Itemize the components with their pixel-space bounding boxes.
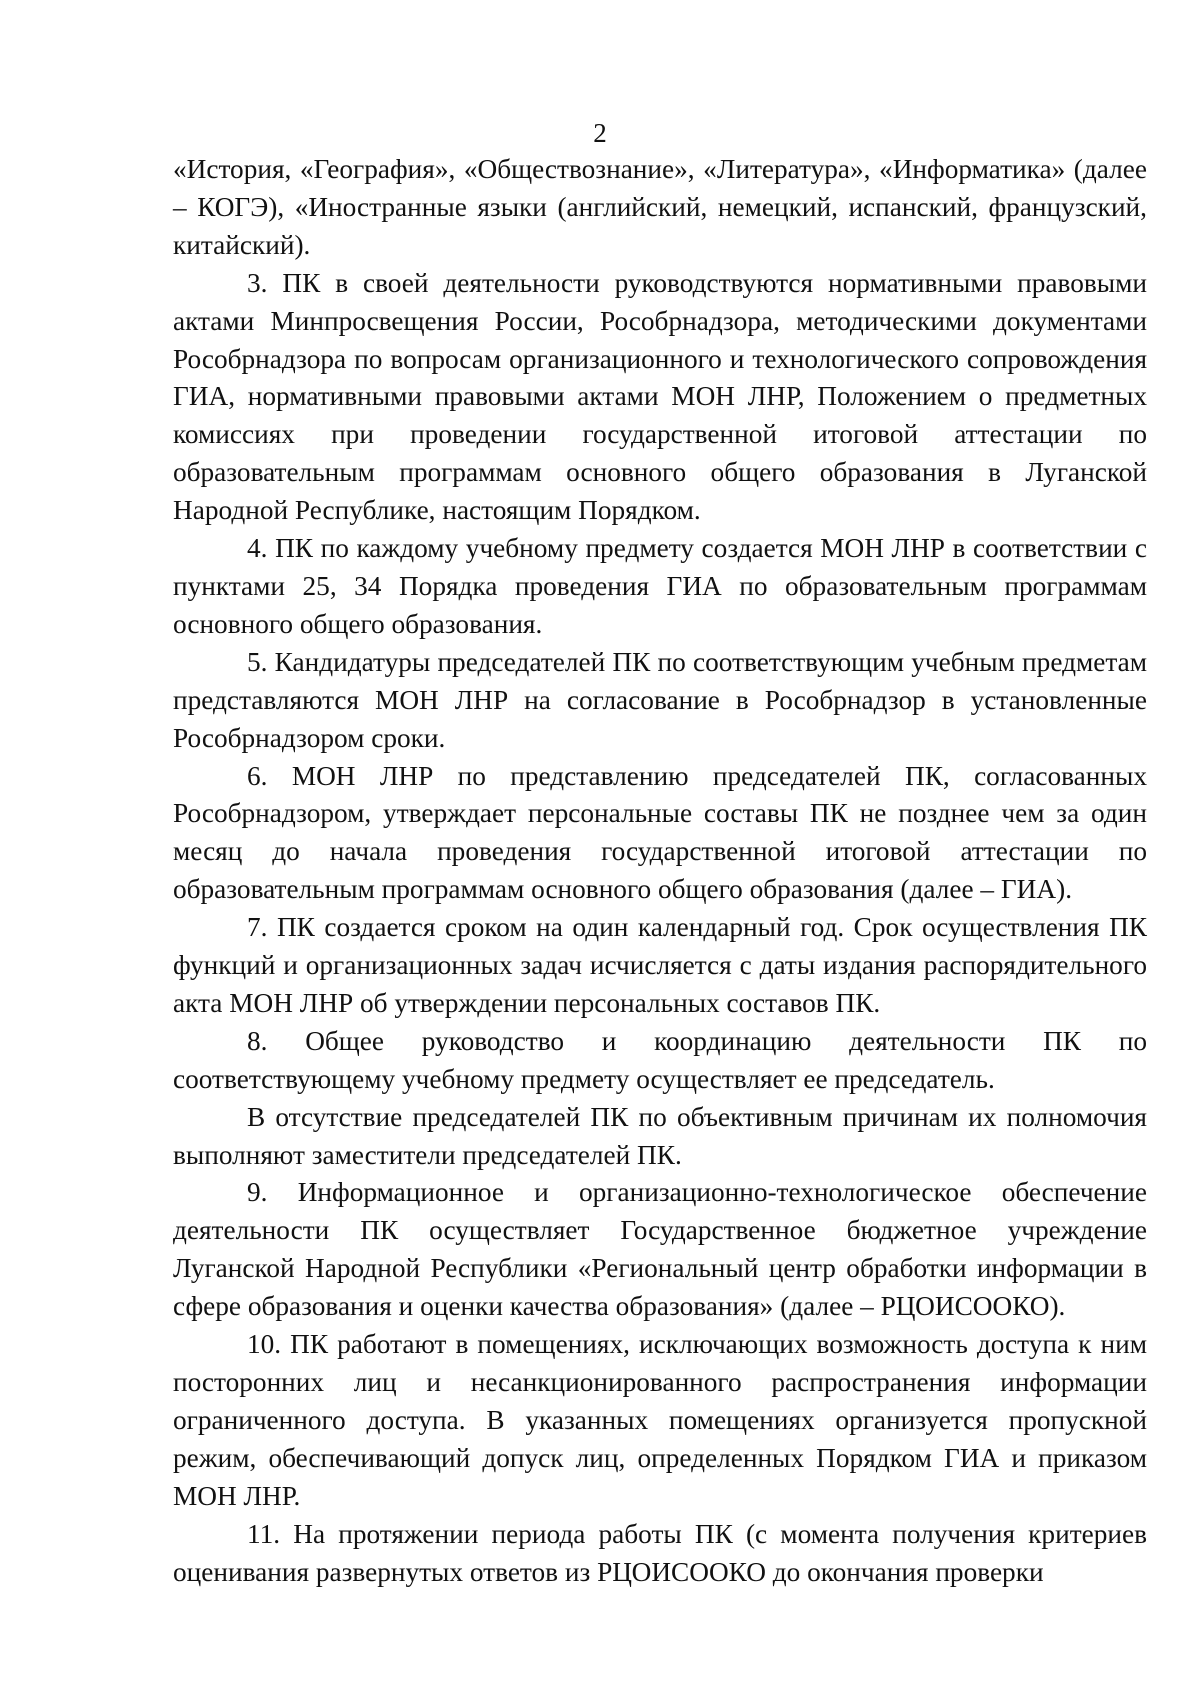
paragraph-item-8-continued: В отсутствие председателей ПК по объективным причинам их полномочия выполняют заместители председателей ПК. <box>173 1101 1147 1170</box>
page-number: 2 <box>593 118 607 148</box>
paragraph-item-7: 7. ПК создается сроком на один календарный год. Срок осуществления ПК функций и организационных задач исчисляется с даты издания распорядительного акта МОН ЛНР об утверждении персональных составов ПК. <box>173 912 1147 1018</box>
paragraph-item-5: 5. Кандидатуры председателей ПК по соответствующим учебным предметам представляются МОН ЛНР на согласование в Рособрнадзор в установленные Рособрнадзором сроки. <box>173 646 1147 753</box>
paragraph-item-10: 10. ПК работают в помещениях, исключающих возможность доступа к ним посторонних лиц и несанкционированного распространения информации ограниченного доступа. В указанных помещениях организуется пропускной режим, обеспечивающий допуск лиц, определенных Порядком ГИА и приказом МОН ЛНР. <box>173 1329 1147 1511</box>
paragraph-item-6: 6. МОН ЛНР по представлению председателей ПК, согласованных Рособрнадзором, утверждает персональные составы ПК не позднее чем за один месяц до начала проведения государственной итоговой аттестации по образовательным программам основного общего образования (далее – ГИА). <box>173 760 1147 905</box>
paragraph-item-9: 9. Информационное и организационно-технологическое обеспечение деятельности ПК осуществляет Государственное бюджетное учреждение Луганской Народной Республики «Региональный центр обработки информации в сфере образования и оценки качества образования» (далее – РЦОИСООКО). <box>173 1177 1147 1322</box>
paragraph-item-3: 3. ПК в своей деятельности руководствуются нормативными правовыми актами Минпросвещения России, Рособрнадзора, методическими документами Рособрнадзора по вопросам организационного и технологического сопровождения ГИА, нормативными правовыми актами МОН ЛНР, Положением о предметных комиссиях при проведении государственной итоговой аттестации по образовательным программам основного общего образования в Луганской Народной Республике, настоящим Порядком. <box>173 267 1147 526</box>
paragraph-item-4: 4. ПК по каждому учебному предмету создается МОН ЛНР в соответствии с пунктами 25, 34 Порядка проведения ГИА по образовательным программам основного общего образования. <box>173 533 1147 639</box>
paragraph-continuation: «История, «География», «Обществознание», «Литература», «Информатика» (далее – КОГЭ), «Иностранные языки (английский, немецкий, испанский, французский, китайский). <box>173 154 1147 260</box>
paragraph-item-8: 8. Общее руководство и координацию деятельности ПК по соответствующему учебному предмету осуществляет ее председатель. <box>173 1025 1147 1094</box>
paragraph-item-11: 11. На протяжении периода работы ПК (с момента получения критериев оценивания развернутых ответов из РЦОИСООКО до окончания проверки <box>173 1518 1147 1587</box>
document-body <box>173 151 1147 1591</box>
